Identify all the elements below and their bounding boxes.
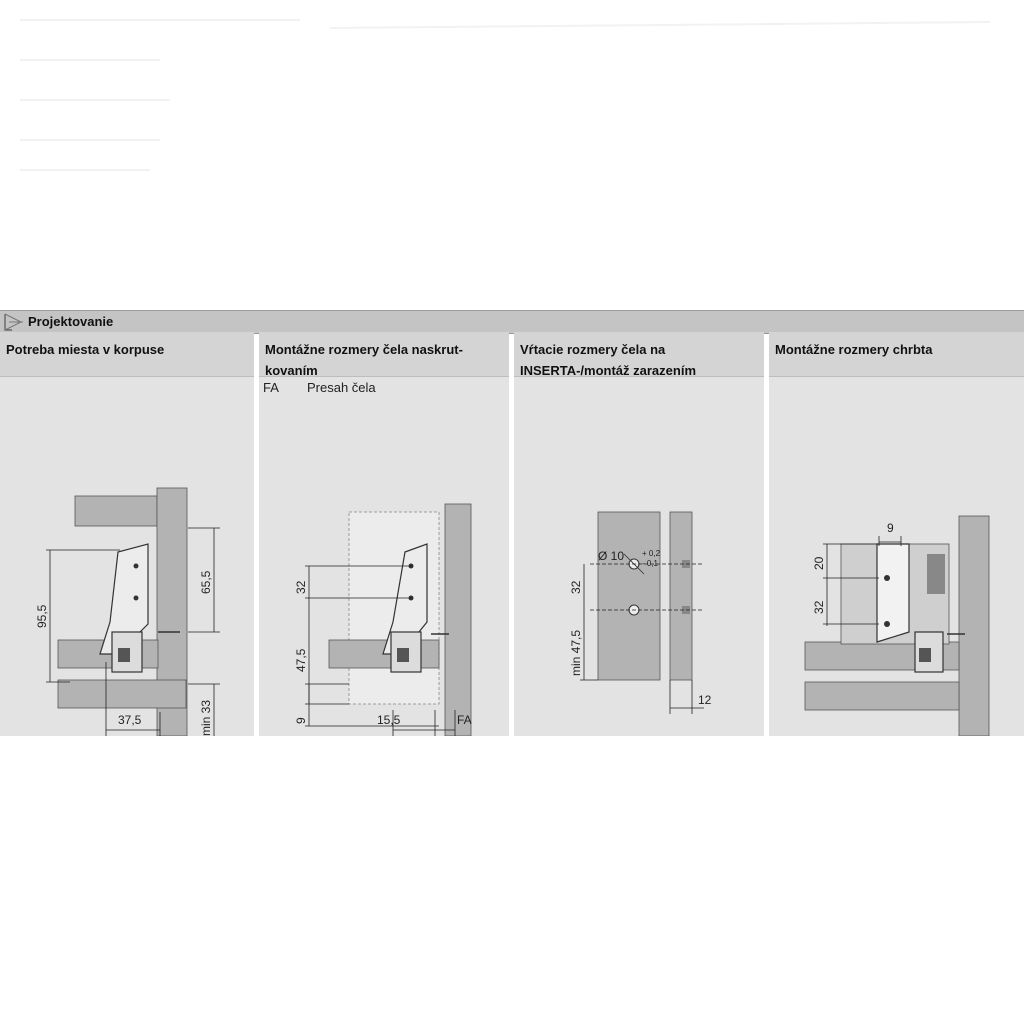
section-title: Projektovanie [28, 314, 114, 329]
hole-spacing-label: 32 [294, 580, 308, 594]
lower-dim-label: min 33 [199, 699, 213, 736]
width-dim-label: 37,5 [118, 713, 142, 727]
width-dim-label: 9 [887, 521, 894, 535]
front-screw-mount-diagram [259, 332, 509, 736]
section-banner [0, 310, 1024, 334]
side-wall [445, 504, 471, 736]
faint-background-artifacts [0, 0, 1024, 300]
top-shelf [75, 496, 157, 526]
top-dim-label: 20 [812, 556, 826, 570]
depth-dim-label: 12 [698, 693, 712, 707]
back-bracket [877, 544, 909, 642]
front-drilling-diagram [514, 332, 764, 736]
legend-text: Presah čela [307, 380, 376, 395]
back-wall [959, 516, 989, 736]
cabinet-bottom [805, 682, 959, 710]
column-title: Vŕtacie rozmery čela na INSERTA-/montáž zarazením [520, 342, 697, 378]
column-front-drilling [514, 332, 764, 736]
column-cabinet-space [0, 332, 254, 736]
column-title: Montážne rozmery chrbta [775, 342, 933, 357]
diameter-label: Ø 10 [598, 549, 625, 563]
upper-dim-label: 65,5 [199, 570, 213, 594]
column-title: Potreba miesta v korpuse [6, 342, 165, 357]
depth-dim-label: 15,5 [377, 713, 401, 727]
hole-spacing-label: 32 [812, 600, 826, 614]
bottom-dim-label: 9 [294, 717, 308, 724]
side-rail [670, 512, 692, 680]
tolerance-plus-label: + 0,2 [642, 549, 661, 558]
cabinet-bottom [58, 680, 186, 708]
hole-offset-label: 47,5 [294, 648, 308, 672]
tolerance-minus-label: - 0,1 [642, 559, 659, 568]
back-mount-diagram [769, 332, 1024, 736]
cabinet-space-diagram [0, 332, 254, 736]
planning-sheet [0, 308, 1024, 738]
column-back-mount [769, 332, 1024, 736]
page-flip-icon [3, 311, 25, 333]
overlay-dim-label: FA [457, 713, 472, 727]
column-front-screw-mount [259, 332, 509, 736]
front-panel [598, 512, 660, 680]
column-title: Montážne rozmery čela naskrut- kovaním [265, 342, 463, 378]
legend-key: FA [263, 380, 279, 395]
hole-spacing-label: 32 [569, 580, 583, 594]
hole-offset-label: min 47,5 [569, 629, 583, 676]
height-dim-label: 95,5 [35, 604, 49, 628]
